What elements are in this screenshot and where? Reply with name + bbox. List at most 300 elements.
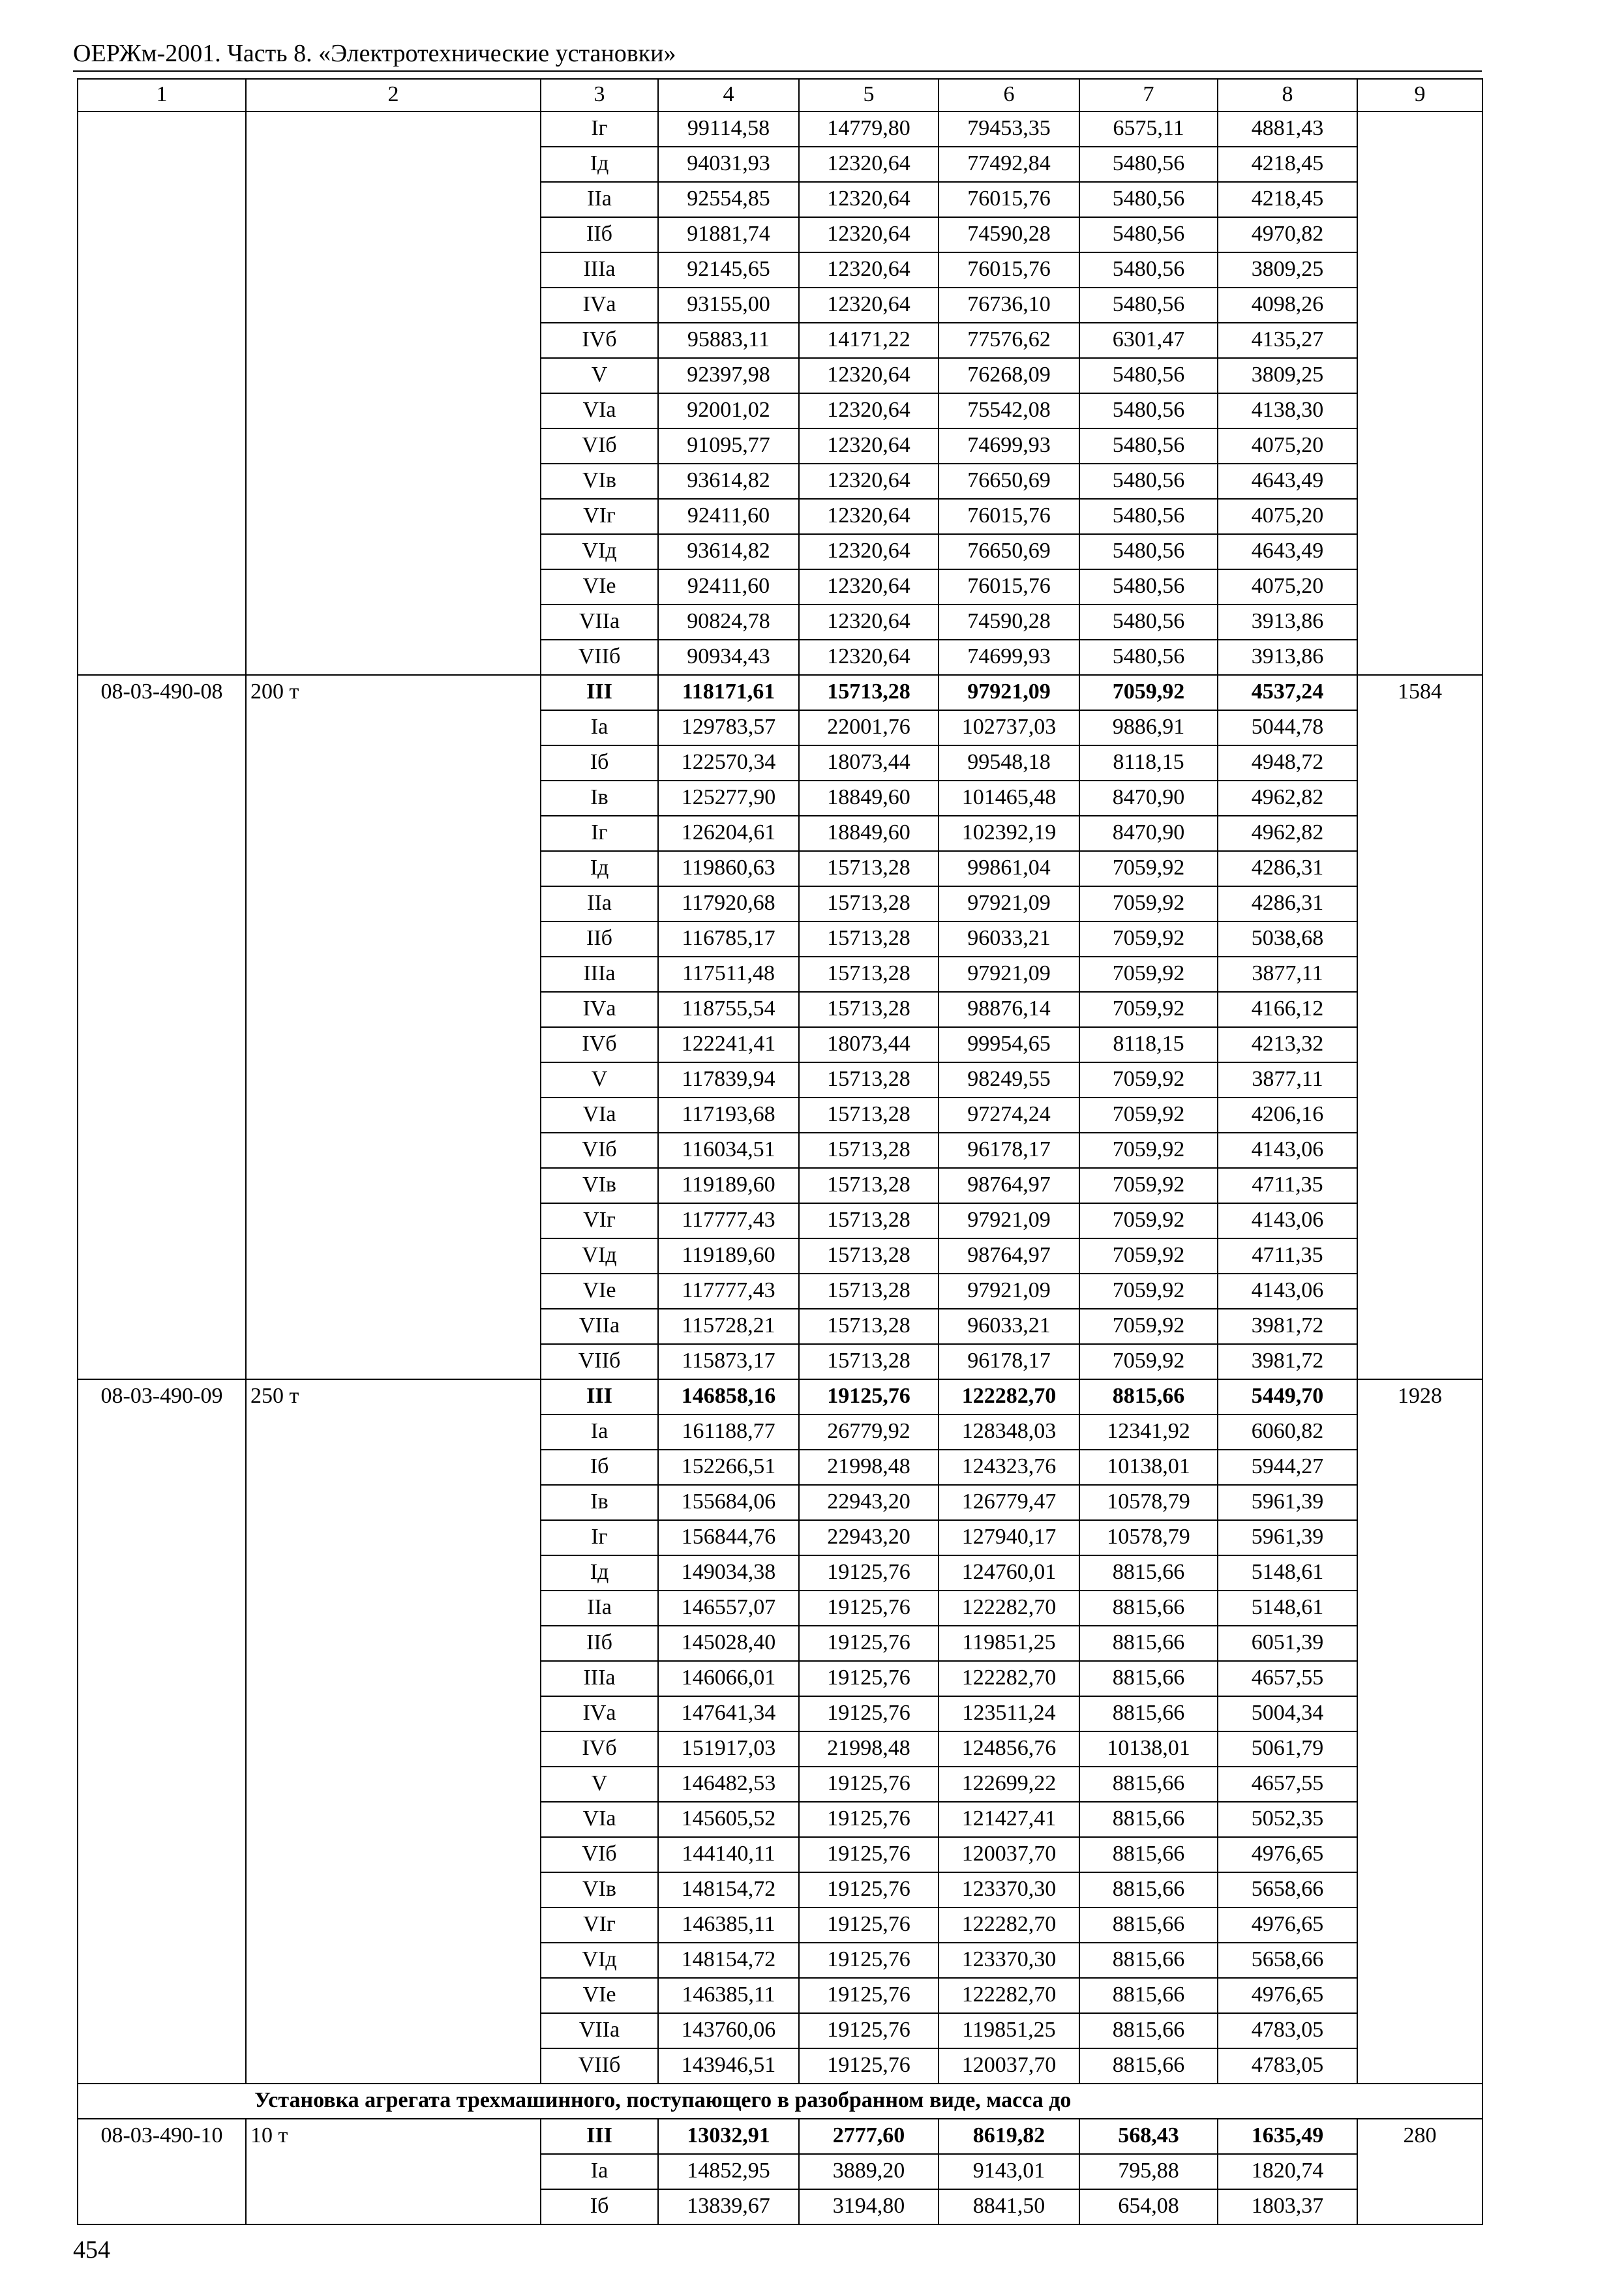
value-cell: 4213,32: [1218, 1027, 1357, 1062]
zone-cell: IVб: [541, 1027, 658, 1062]
zone-cell: VIг: [541, 1203, 658, 1238]
zone-cell: VIд: [541, 1943, 658, 1978]
value-cell: 10138,01: [1079, 1450, 1218, 1485]
value-cell: 94031,93: [658, 147, 799, 182]
zone-cell: VIд: [541, 1238, 658, 1274]
value-cell: 97921,09: [939, 1203, 1079, 1238]
value-cell: 99114,58: [658, 112, 799, 147]
value-cell: 118755,54: [658, 992, 799, 1027]
value-cell: 123370,30: [939, 1872, 1079, 1908]
value-cell: 4143,06: [1218, 1274, 1357, 1309]
value-cell: 15713,28: [799, 921, 939, 957]
value-cell: 124760,01: [939, 1555, 1079, 1591]
zone-cell: VIе: [541, 1274, 658, 1309]
value-cell: 99861,04: [939, 851, 1079, 886]
value-cell: 129783,57: [658, 710, 799, 745]
value-cell: 21998,48: [799, 1731, 939, 1767]
value-cell: 4135,27: [1218, 323, 1357, 358]
value-cell: 12320,64: [799, 217, 939, 252]
value-cell: 15713,28: [799, 1274, 939, 1309]
value-cell: 3809,25: [1218, 252, 1357, 288]
value-cell: 146557,07: [658, 1591, 799, 1626]
value-cell: 5480,56: [1079, 217, 1218, 252]
zone-cell: IVа: [541, 288, 658, 323]
value-cell: 161188,77: [658, 1414, 799, 1450]
value-cell: 126779,47: [939, 1485, 1079, 1520]
value-cell: 15713,28: [799, 675, 939, 710]
value-cell: 146858,16: [658, 1379, 799, 1414]
value-cell: 127940,17: [939, 1520, 1079, 1555]
section-header-row: [78, 2084, 1482, 2119]
value-cell: 4206,16: [1218, 1098, 1357, 1133]
zone-cell: Iв: [541, 781, 658, 816]
value-cell: 5480,56: [1079, 464, 1218, 499]
value-cell: 97921,09: [939, 957, 1079, 992]
zone-cell: VIд: [541, 534, 658, 569]
value-cell: 5658,66: [1218, 1943, 1357, 1978]
value-cell: 7059,92: [1079, 675, 1218, 710]
value-cell: 124323,76: [939, 1450, 1079, 1485]
value-cell: 5480,56: [1079, 393, 1218, 428]
item-name-cell: 250 т: [246, 1379, 541, 2084]
value-cell: 19125,76: [799, 1626, 939, 1661]
value-cell: 12320,64: [799, 252, 939, 288]
value-cell: 116034,51: [658, 1133, 799, 1168]
value-cell: 4657,55: [1218, 1767, 1357, 1802]
value-cell: 98249,55: [939, 1062, 1079, 1098]
value-cell: 5944,27: [1218, 1450, 1357, 1485]
value-cell: 8815,66: [1079, 1837, 1218, 1872]
value-cell: 10138,01: [1079, 1731, 1218, 1767]
value-cell: 76015,76: [939, 252, 1079, 288]
value-cell: 19125,76: [799, 1591, 939, 1626]
value-cell: 148154,72: [658, 1943, 799, 1978]
value-cell: 5449,70: [1218, 1379, 1357, 1414]
zone-cell: Iд: [541, 851, 658, 886]
value-cell: 5480,56: [1079, 358, 1218, 393]
value-cell: 74699,93: [939, 640, 1079, 675]
value-cell: 15713,28: [799, 1344, 939, 1379]
value-cell: 122699,22: [939, 1767, 1079, 1802]
value-cell: 4948,72: [1218, 745, 1357, 781]
value-cell: 15713,28: [799, 886, 939, 921]
value-cell: 3981,72: [1218, 1309, 1357, 1344]
zone-cell: VIIа: [541, 1309, 658, 1344]
value-cell: 75542,08: [939, 393, 1079, 428]
value-cell: 12320,64: [799, 147, 939, 182]
value-cell: 1803,37: [1218, 2189, 1357, 2224]
value-cell: 6051,39: [1218, 1626, 1357, 1661]
value-cell: 8815,66: [1079, 1379, 1218, 1414]
value-cell: 146385,11: [658, 1978, 799, 2013]
value-cell: 3877,11: [1218, 957, 1357, 992]
value-cell: 4643,49: [1218, 464, 1357, 499]
value-cell: 9886,91: [1079, 710, 1218, 745]
value-cell: 90934,43: [658, 640, 799, 675]
value-cell: 91095,77: [658, 428, 799, 464]
value-cell: 120037,70: [939, 2048, 1079, 2084]
zone-cell: VIа: [541, 1802, 658, 1837]
value-cell: 117193,68: [658, 1098, 799, 1133]
value-cell: 3809,25: [1218, 358, 1357, 393]
value-cell: 4143,06: [1218, 1203, 1357, 1238]
value-cell: 15713,28: [799, 1168, 939, 1203]
value-cell: 123370,30: [939, 1943, 1079, 1978]
value-cell: 93155,00: [658, 288, 799, 323]
value-cell: 3889,20: [799, 2154, 939, 2189]
value-cell: 18849,60: [799, 816, 939, 851]
zone-cell: IVб: [541, 323, 658, 358]
value-cell: 102392,19: [939, 816, 1079, 851]
column-number: 1: [78, 79, 246, 112]
value-cell: 5961,39: [1218, 1520, 1357, 1555]
zone-cell: VIIб: [541, 640, 658, 675]
value-cell: 5480,56: [1079, 499, 1218, 534]
value-cell: 4166,12: [1218, 992, 1357, 1027]
value-cell: 15713,28: [799, 1203, 939, 1238]
value-cell: 119189,60: [658, 1238, 799, 1274]
value-cell: 122570,34: [658, 745, 799, 781]
value-cell: 146482,53: [658, 1767, 799, 1802]
value-cell: 96033,21: [939, 1309, 1079, 1344]
value-cell: 126204,61: [658, 816, 799, 851]
page-number: 454: [73, 2236, 110, 2264]
value-cell: 4976,65: [1218, 1908, 1357, 1943]
value-cell: 3913,86: [1218, 605, 1357, 640]
value-cell: 4783,05: [1218, 2013, 1357, 2048]
item-code-cell: 08-03-490-08: [78, 675, 246, 1379]
value-cell: 4970,82: [1218, 217, 1357, 252]
value-cell: 121427,41: [939, 1802, 1079, 1837]
zone-cell: III: [541, 675, 658, 710]
value-cell: 4286,31: [1218, 886, 1357, 921]
value-cell: 12320,64: [799, 428, 939, 464]
zone-cell: IIб: [541, 921, 658, 957]
value-cell: 7059,92: [1079, 1203, 1218, 1238]
value-cell: 8815,66: [1079, 1978, 1218, 2013]
value-cell: 97921,09: [939, 675, 1079, 710]
value-cell: 156844,76: [658, 1520, 799, 1555]
zone-cell: VIб: [541, 1837, 658, 1872]
value-cell: 7059,92: [1079, 921, 1218, 957]
value-cell: 5480,56: [1079, 640, 1218, 675]
value-cell: 146385,11: [658, 1908, 799, 1943]
value-cell: 123511,24: [939, 1696, 1079, 1731]
value-cell: 122282,70: [939, 1908, 1079, 1943]
value-cell: 3877,11: [1218, 1062, 1357, 1098]
value-cell: 12320,64: [799, 605, 939, 640]
value-cell: 568,43: [1079, 2119, 1218, 2154]
value-cell: 5480,56: [1079, 288, 1218, 323]
value-cell: 8470,90: [1079, 781, 1218, 816]
value-cell: 149034,38: [658, 1555, 799, 1591]
document-header: ОЕРЖм-2001. Часть 8. «Электротехнические установки»: [73, 40, 676, 67]
extra-value-cell: 1584: [1357, 675, 1482, 1379]
value-cell: 5052,35: [1218, 1802, 1357, 1837]
zone-cell: Iд: [541, 1555, 658, 1591]
table-row: [78, 2119, 1482, 2154]
column-number: 6: [939, 79, 1079, 112]
zone-cell: IIа: [541, 886, 658, 921]
value-cell: 7059,92: [1079, 1274, 1218, 1309]
column-number: 7: [1079, 79, 1218, 112]
zone-cell: Iг: [541, 816, 658, 851]
value-cell: 147641,34: [658, 1696, 799, 1731]
value-cell: 119860,63: [658, 851, 799, 886]
value-cell: 4218,45: [1218, 147, 1357, 182]
value-cell: 97921,09: [939, 886, 1079, 921]
value-cell: 7059,92: [1079, 1238, 1218, 1274]
zone-cell: V: [541, 1767, 658, 1802]
item-name-cell: 10 т: [246, 2119, 541, 2224]
item-code-cell: [78, 112, 246, 675]
value-cell: 19125,76: [799, 1837, 939, 1872]
value-cell: 8815,66: [1079, 2013, 1218, 2048]
value-cell: 117777,43: [658, 1203, 799, 1238]
value-cell: 4711,35: [1218, 1168, 1357, 1203]
value-cell: 19125,76: [799, 1872, 939, 1908]
value-cell: 97274,24: [939, 1098, 1079, 1133]
value-cell: 115728,21: [658, 1309, 799, 1344]
value-cell: 98764,97: [939, 1238, 1079, 1274]
zone-cell: VIв: [541, 1872, 658, 1908]
zone-cell: IIб: [541, 217, 658, 252]
value-cell: 795,88: [1079, 2154, 1218, 2189]
zone-cell: VIе: [541, 1978, 658, 2013]
zone-cell: Iг: [541, 1520, 658, 1555]
value-cell: 4143,06: [1218, 1133, 1357, 1168]
value-cell: 5480,56: [1079, 147, 1218, 182]
value-cell: 4881,43: [1218, 112, 1357, 147]
column-number: 3: [541, 79, 658, 112]
column-number: 2: [246, 79, 541, 112]
zone-cell: IIб: [541, 1626, 658, 1661]
value-cell: 8118,15: [1079, 745, 1218, 781]
value-cell: 19125,76: [799, 1661, 939, 1696]
value-cell: 5480,56: [1079, 605, 1218, 640]
value-cell: 8815,66: [1079, 1943, 1218, 1978]
value-cell: 102737,03: [939, 710, 1079, 745]
value-cell: 12320,64: [799, 358, 939, 393]
value-cell: 8815,66: [1079, 1767, 1218, 1802]
value-cell: 93614,82: [658, 534, 799, 569]
rates-table: [77, 78, 1483, 2225]
value-cell: 8815,66: [1079, 1591, 1218, 1626]
value-cell: 5480,56: [1079, 182, 1218, 217]
value-cell: 26779,92: [799, 1414, 939, 1450]
zone-cell: VIг: [541, 499, 658, 534]
value-cell: 4218,45: [1218, 182, 1357, 217]
value-cell: 98876,14: [939, 992, 1079, 1027]
value-cell: 7059,92: [1079, 851, 1218, 886]
value-cell: 22001,76: [799, 710, 939, 745]
zone-cell: Iг: [541, 112, 658, 147]
value-cell: 15713,28: [799, 1309, 939, 1344]
zone-cell: IIIа: [541, 252, 658, 288]
value-cell: 6060,82: [1218, 1414, 1357, 1450]
value-cell: 76015,76: [939, 569, 1079, 605]
value-cell: 15713,28: [799, 957, 939, 992]
extra-value-cell: 280: [1357, 2119, 1482, 2224]
zone-cell: IVб: [541, 1731, 658, 1767]
value-cell: 12320,64: [799, 288, 939, 323]
zone-cell: Iв: [541, 1485, 658, 1520]
value-cell: 7059,92: [1079, 1098, 1218, 1133]
value-cell: 99954,65: [939, 1027, 1079, 1062]
zone-cell: VIб: [541, 428, 658, 464]
zone-cell: VIа: [541, 1098, 658, 1133]
zone-cell: Iб: [541, 2189, 658, 2224]
value-cell: 12320,64: [799, 640, 939, 675]
value-cell: 7059,92: [1079, 957, 1218, 992]
value-cell: 96178,17: [939, 1344, 1079, 1379]
zone-cell: III: [541, 2119, 658, 2154]
zone-cell: Iб: [541, 745, 658, 781]
value-cell: 77492,84: [939, 147, 1079, 182]
value-cell: 119851,25: [939, 2013, 1079, 2048]
value-cell: 12320,64: [799, 393, 939, 428]
value-cell: 146066,01: [658, 1661, 799, 1696]
value-cell: 6575,11: [1079, 112, 1218, 147]
value-cell: 4962,82: [1218, 781, 1357, 816]
value-cell: 122282,70: [939, 1661, 1079, 1696]
value-cell: 5480,56: [1079, 428, 1218, 464]
value-cell: 8470,90: [1079, 816, 1218, 851]
value-cell: 12320,64: [799, 534, 939, 569]
value-cell: 4075,20: [1218, 428, 1357, 464]
zone-cell: Iд: [541, 147, 658, 182]
value-cell: 10578,79: [1079, 1520, 1218, 1555]
value-cell: 7059,92: [1079, 1062, 1218, 1098]
value-cell: 101465,48: [939, 781, 1079, 816]
value-cell: 122282,70: [939, 1591, 1079, 1626]
value-cell: 79453,35: [939, 112, 1079, 147]
value-cell: 128348,03: [939, 1414, 1079, 1450]
value-cell: 8815,66: [1079, 1872, 1218, 1908]
value-cell: 74590,28: [939, 605, 1079, 640]
value-cell: 654,08: [1079, 2189, 1218, 2224]
value-cell: 7059,92: [1079, 1168, 1218, 1203]
value-cell: 119189,60: [658, 1168, 799, 1203]
value-cell: 77576,62: [939, 323, 1079, 358]
value-cell: 5480,56: [1079, 252, 1218, 288]
value-cell: 7059,92: [1079, 1133, 1218, 1168]
value-cell: 93614,82: [658, 464, 799, 499]
value-cell: 76650,69: [939, 464, 1079, 499]
value-cell: 125277,90: [658, 781, 799, 816]
section-title: Установка агрегата трехмашинного, поступающего в разобранном виде, масса до: [78, 2084, 1482, 2119]
value-cell: 117920,68: [658, 886, 799, 921]
value-cell: 8815,66: [1079, 1661, 1218, 1696]
column-number: 8: [1218, 79, 1357, 112]
value-cell: 12320,64: [799, 499, 939, 534]
value-cell: 3981,72: [1218, 1344, 1357, 1379]
value-cell: 6301,47: [1079, 323, 1218, 358]
table-row: [78, 1379, 1482, 1414]
zone-cell: Iа: [541, 1414, 658, 1450]
zone-cell: VIа: [541, 393, 658, 428]
value-cell: 19125,76: [799, 1379, 939, 1414]
zone-cell: VIIа: [541, 2013, 658, 2048]
header-rule: [73, 70, 1482, 72]
column-numbers-row: [78, 79, 1482, 112]
value-cell: 7059,92: [1079, 886, 1218, 921]
value-cell: 13839,67: [658, 2189, 799, 2224]
value-cell: 5148,61: [1218, 1555, 1357, 1591]
value-cell: 18849,60: [799, 781, 939, 816]
zone-cell: VIе: [541, 569, 658, 605]
value-cell: 8841,50: [939, 2189, 1079, 2224]
item-code-cell: 08-03-490-10: [78, 2119, 246, 2224]
zone-cell: Iа: [541, 2154, 658, 2189]
value-cell: 76650,69: [939, 534, 1079, 569]
value-cell: 4075,20: [1218, 569, 1357, 605]
value-cell: 5658,66: [1218, 1872, 1357, 1908]
value-cell: 95883,11: [658, 323, 799, 358]
value-cell: 12341,92: [1079, 1414, 1218, 1450]
value-cell: 92145,65: [658, 252, 799, 288]
value-cell: 4657,55: [1218, 1661, 1357, 1696]
value-cell: 4286,31: [1218, 851, 1357, 886]
value-cell: 8815,66: [1079, 1908, 1218, 1943]
value-cell: 13032,91: [658, 2119, 799, 2154]
value-cell: 9143,01: [939, 2154, 1079, 2189]
zone-cell: VIб: [541, 1133, 658, 1168]
value-cell: 12320,64: [799, 569, 939, 605]
value-cell: 155684,06: [658, 1485, 799, 1520]
value-cell: 76268,09: [939, 358, 1079, 393]
value-cell: 122282,70: [939, 1379, 1079, 1414]
value-cell: 4643,49: [1218, 534, 1357, 569]
value-cell: 15713,28: [799, 1133, 939, 1168]
value-cell: 15713,28: [799, 1238, 939, 1274]
value-cell: 14852,95: [658, 2154, 799, 2189]
value-cell: 8619,82: [939, 2119, 1079, 2154]
table-row: [78, 112, 1482, 147]
value-cell: 1635,49: [1218, 2119, 1357, 2154]
zone-cell: V: [541, 1062, 658, 1098]
value-cell: 19125,76: [799, 2013, 939, 2048]
value-cell: 74590,28: [939, 217, 1079, 252]
value-cell: 15713,28: [799, 1098, 939, 1133]
value-cell: 14779,80: [799, 112, 939, 147]
item-code-cell: 08-03-490-09: [78, 1379, 246, 2084]
value-cell: 14171,22: [799, 323, 939, 358]
value-cell: 74699,93: [939, 428, 1079, 464]
value-cell: 120037,70: [939, 1837, 1079, 1872]
zone-cell: IVа: [541, 1696, 658, 1731]
value-cell: 99548,18: [939, 745, 1079, 781]
value-cell: 19125,76: [799, 1696, 939, 1731]
value-cell: 5061,79: [1218, 1731, 1357, 1767]
value-cell: 5961,39: [1218, 1485, 1357, 1520]
value-cell: 18073,44: [799, 1027, 939, 1062]
item-name-cell: 200 т: [246, 675, 541, 1379]
value-cell: 19125,76: [799, 1767, 939, 1802]
value-cell: 124856,76: [939, 1731, 1079, 1767]
value-cell: 7059,92: [1079, 992, 1218, 1027]
value-cell: 4976,65: [1218, 1837, 1357, 1872]
value-cell: 97921,09: [939, 1274, 1079, 1309]
value-cell: 8815,66: [1079, 1802, 1218, 1837]
value-cell: 122241,41: [658, 1027, 799, 1062]
value-cell: 4711,35: [1218, 1238, 1357, 1274]
value-cell: 21998,48: [799, 1450, 939, 1485]
value-cell: 4976,65: [1218, 1978, 1357, 2013]
value-cell: 5038,68: [1218, 921, 1357, 957]
value-cell: 19125,76: [799, 1943, 939, 1978]
value-cell: 145028,40: [658, 1626, 799, 1661]
